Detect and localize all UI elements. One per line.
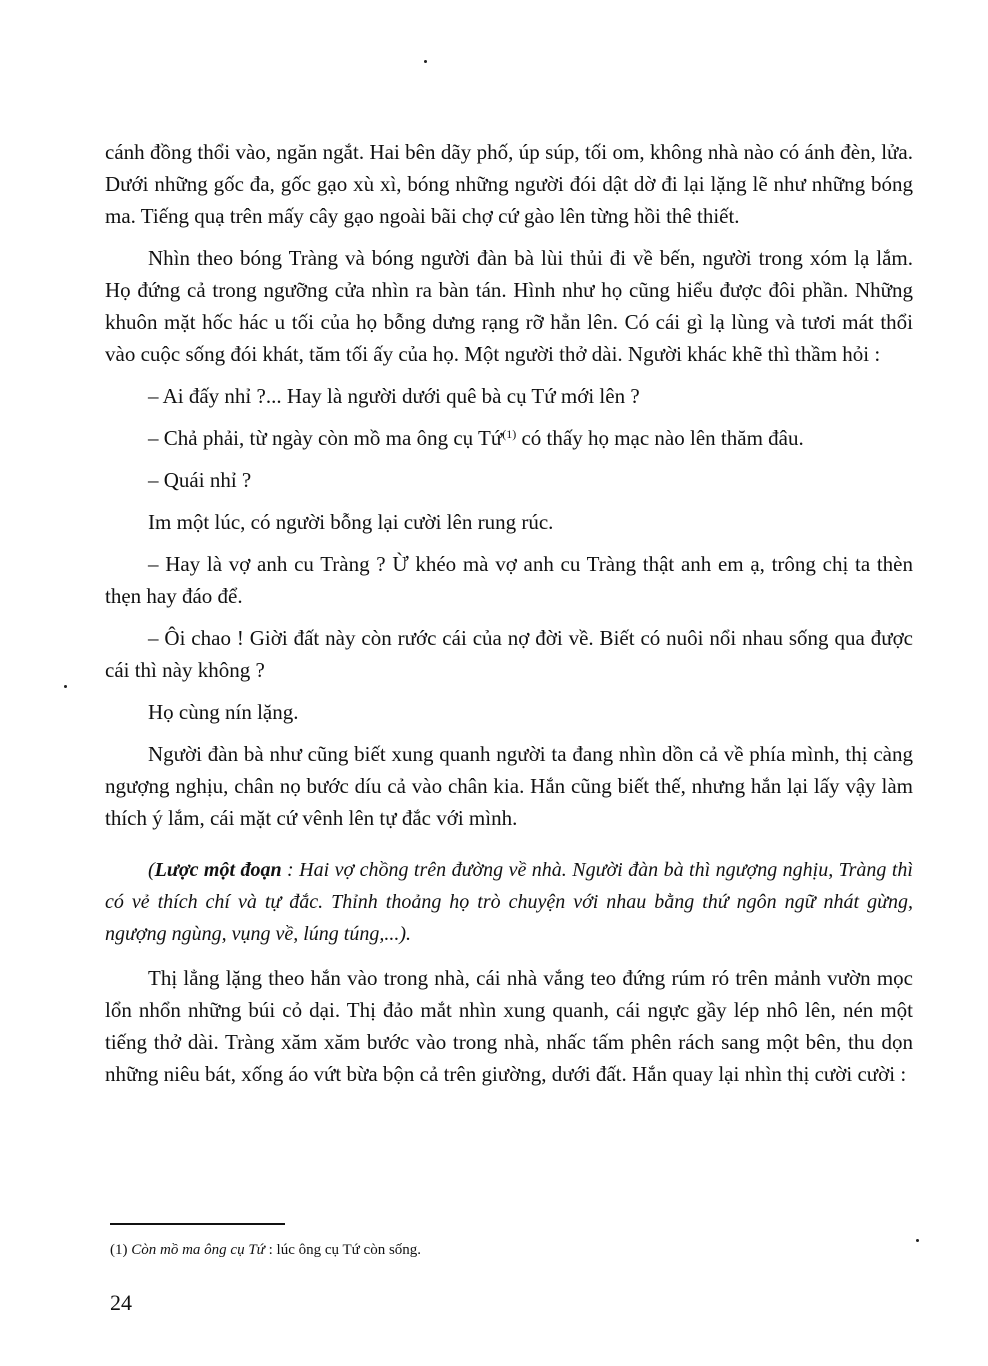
omitted-passage-note xyxy=(105,854,913,950)
body-text xyxy=(105,136,913,1100)
scan-speck xyxy=(424,60,427,63)
footnote-number: (1) xyxy=(110,1242,128,1258)
dialogue-line: – Ôi chao ! Giời đất này còn rước cái của nợ đời về. Biết có nuôi nổi nhau sống qua được cái thì này không ? xyxy=(105,626,913,682)
dialogue-line: – Ai đấy nhỉ ?... Hay là người dưới quê bà cụ Tứ mới lên ? xyxy=(148,384,640,408)
footnote-term: Còn mồ ma ông cụ Tứ xyxy=(131,1242,265,1258)
footnote-marker: (1) xyxy=(502,427,517,441)
paragraph: Người đàn bà như cũng biết xung quanh người ta đang nhìn dồn cả về phía mình, thị càng ngượng nghịu, chân nọ bước díu cả vào chân kia. Hắn cũng biết thế, nhưng hắn lại lấy vậy làm thích ý lắm, cái mặt cứ vênh lên tự đắc với mình. xyxy=(105,742,913,830)
scan-speck xyxy=(916,1239,919,1242)
page-number: 24 xyxy=(110,1290,132,1315)
paragraph: Họ cùng nín lặng. xyxy=(148,700,299,724)
paragraph: cánh đồng thổi vào, ngăn ngắt. Hai bên dãy phố, úp súp, tối om, không nhà nào có ánh đèn, lửa. Dưới những gốc đa, gốc gạo xù xì, bóng những người đói dật dờ đi lại lặng lẽ như những bóng ma. Tiếng quạ trên mấy cây gạo ngoài bãi chợ cứ gào lên từng hồi thê thiết. xyxy=(105,140,913,228)
scan-speck xyxy=(64,685,67,688)
dialogue-line xyxy=(105,422,913,454)
footnote-divider xyxy=(110,1223,285,1225)
footnote-explanation: : lúc ông cụ Tứ còn sống. xyxy=(264,1242,422,1258)
dialogue-text: – Chả phải, từ ngày còn mồ ma ông cụ Tứ xyxy=(148,426,503,450)
dialogue-text: có thấy họ mạc nào lên thăm đâu. xyxy=(521,426,804,450)
summary-open: ( xyxy=(148,859,155,881)
footnote xyxy=(110,1242,421,1259)
paragraph: Thị lẳng lặng theo hắn vào trong nhà, cái nhà vắng teo đứng rúm ró trên mảnh vườn mọc lổn nhổn những búi cỏ dại. Thị đảo mắt nhìn xung quanh, cái ngực gầy lép nhô lên, nén một tiếng thở dài. Tràng xăm xăm bước vào trong nhà, nhấc tấm phên rách sang một bên, thu dọn những niêu bát, xống áo vứt bừa bộn cả trên giường, dưới đất. Hắn quay lại nhìn thị cười cười : xyxy=(105,966,913,1086)
dialogue-line: – Hay là vợ anh cu Tràng ? Ừ khéo mà vợ anh cu Tràng thật anh em ạ, trông chị ta thèn thẹn hay đáo để. xyxy=(105,552,913,608)
paragraph: Nhìn theo bóng Tràng và bóng người đàn bà lùi thủi đi về bến, người trong xóm lạ lắm. Họ đứng cả trong ngưỡng cửa nhìn ra bàn tán. Hình như họ cũng hiểu được đôi phần. Những khuôn mặt hốc hác u tối của họ bỗng dưng rạng rỡ hẳn lên. Có cái gì lạ lùng và tươi mát thổi vào cuộc sống đói khát, tăm tối ấy của họ. Một người thở dài. Người khác khẽ thì thầm hỏi : xyxy=(105,246,913,366)
summary-text: : Hai vợ chồng trên đường về nhà. Người đàn bà thì ngượng nghịu, Tràng thì có vẻ thích chí và tự đắc. Thỉnh thoảng họ trò chuyện với nhau bằng thứ ngôn ngữ nhát gừng, ngượng ngùng, vụng về, lúng túng,...). xyxy=(105,859,913,945)
summary-label: Lược một đoạn xyxy=(154,859,282,881)
paragraph: Im một lúc, có người bỗng lại cười lên rung rúc. xyxy=(148,510,554,534)
dialogue-line: – Quái nhỉ ? xyxy=(148,468,252,492)
